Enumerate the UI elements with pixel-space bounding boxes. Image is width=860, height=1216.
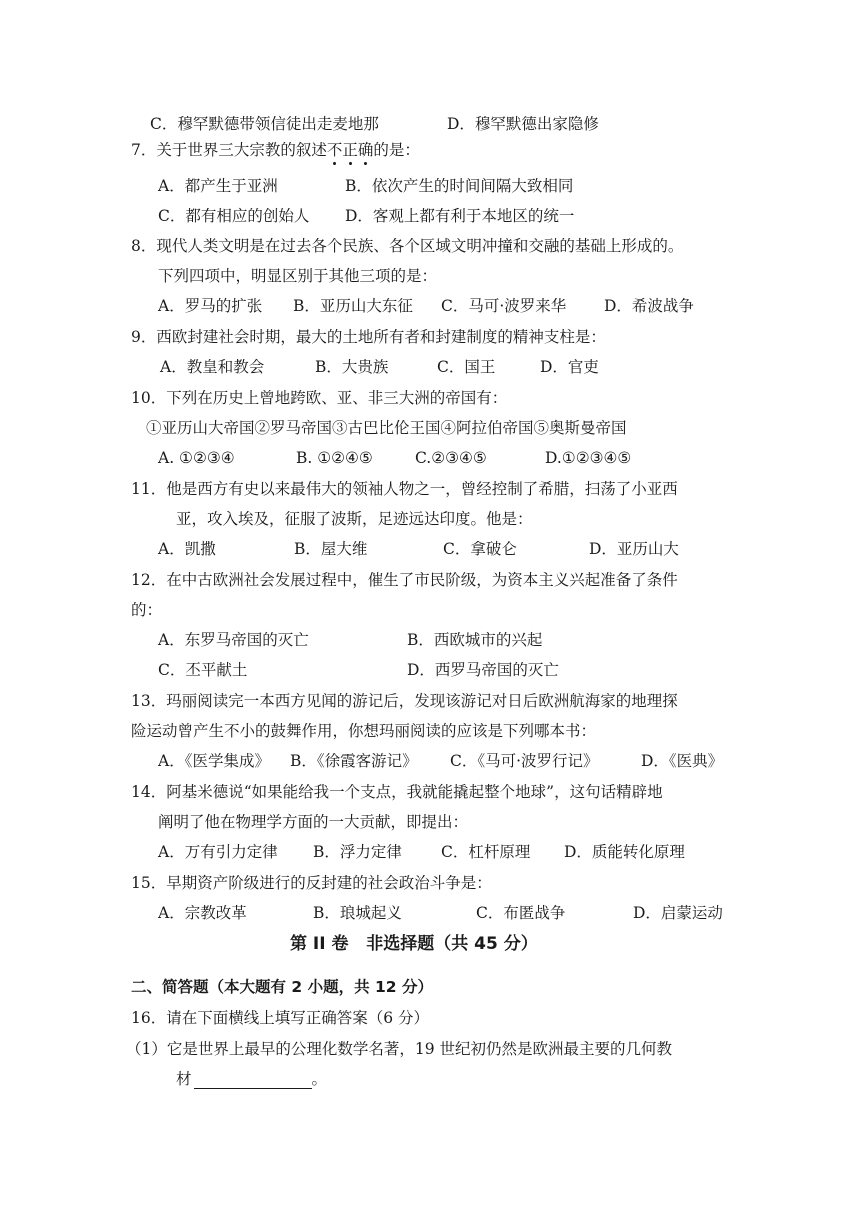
q13-stem-line1: 13．玛丽阅读完一本西方见闻的游记后，发现该游记对日后欧洲航海家的地理探 [131,692,678,710]
q9-option-a: A．教皇和教会 [160,358,265,376]
emphasis-dot [349,162,352,165]
q13-option-b: B．《徐霞客游记》 [290,752,418,770]
q8-option-d: D．希波战争 [604,297,694,315]
q16-stem: 16．请在下面横线上填写正确答案（6 分） [131,1009,430,1027]
q13-option-c: C．《马可·波罗行记》 [450,752,599,770]
q16-sub1-suffix: 。 [311,1070,328,1088]
q11-stem-line2: 亚，攻入埃及，征服了波斯，足迹远达印度。他是： [176,510,533,528]
part2-title: 第 II 卷 非选择题（共 45 分） [290,934,538,954]
q7-option-d: D．客观上都有利于本地区的统一 [345,207,575,225]
q12-option-d: D．西罗马帝国的灭亡 [407,661,559,679]
q7-option-b: B．依次产生的时间间隔大致相同 [345,177,574,195]
q13-option-a: A．《医学集成》 [158,752,270,770]
answer-blank[interactable] [194,1072,312,1089]
q11-stem-line1: 11．他是西方有史以来最伟大的领袖人物之一，曾经控制了希腊，扫荡了小亚西 [131,480,678,498]
q12-option-a: A．东罗马帝国的灭亡 [158,631,309,649]
q15-option-b: B．琅城起义 [313,904,402,922]
q16-sub1-line1: （1）它是世界上最早的公理化数学名著，19 世纪初仍然是欧洲最主要的几何教 [126,1040,673,1058]
q16-sub1-prefix: 材 [176,1070,192,1088]
q6-option-c: C．穆罕默德带领信徒出走麦地那 [150,115,379,133]
q9-stem: 9．西欧封建社会时期，最大的土地所有者和封建制度的精神支柱是： [131,328,606,346]
emphasis-char: 不 [327,141,343,159]
q9-option-b: B．大贵族 [315,358,389,376]
emphasis-dot [364,162,367,165]
q7-stem-text: 7．关于世界三大宗教的叙述 [131,141,327,159]
q12-stem-line2: 的： [131,601,163,619]
q8-stem-line1: 8．现代人类文明是在过去各个民族、各个区域文明冲撞和交融的基础上形成的。 [131,237,684,255]
q7-option-a: A．都产生于亚洲 [158,177,278,195]
q8-option-b: B．亚历山大东征 [293,297,413,315]
emphasis-dot [333,162,336,165]
q7-stem [131,140,420,160]
q14-option-d: D．质能转化原理 [564,843,685,861]
q9-option-c: C．国王 [437,358,496,376]
q11-option-b: B．屋大维 [294,540,368,558]
q11-option-a: A．凯撒 [158,540,216,558]
q13-option-d: D．《医典》 [641,752,724,770]
q6-option-d: D．穆罕默德出家隐修 [447,115,599,133]
q10-stem: 10．下列在历史上曾地跨欧、亚、非三大洲的帝国有： [131,389,508,407]
q10-option-a: A. ①②③④ [158,449,235,467]
q14-option-c: C．杠杆原理 [441,843,531,861]
q12-option-c: C．丕平献土 [158,661,248,679]
q8-option-a: A．罗马的扩张 [158,297,263,315]
q15-stem: 15．早期资产阶级进行的反封建的社会政治斗争是： [131,874,492,892]
section2-title: 二、简答题（本大题有 2 小题，共 12 分） [131,978,433,996]
q10-option-b: B. ①②④⑤ [296,449,373,467]
q11-option-c: C．拿破仑 [443,540,517,558]
emphasis-char: 正 [342,141,358,159]
q8-stem-line2: 下列四项中，明显区别于其他三项的是： [158,267,438,285]
q14-option-b: B．浮力定律 [313,843,402,861]
q14-stem-line2: 阐明了他在物理学方面的一大贡献，即提出： [158,813,469,831]
q10-list: ①亚历山大帝国②罗马帝国③古巴比伦王国④阿拉伯帝国⑤奥斯曼帝国 [146,419,627,437]
q12-stem-line1: 12．在中古欧洲社会发展过程中，催生了市民阶级，为资本主义兴起准备了条件 [131,571,678,589]
q7-option-c: C．都有相应的创始人 [158,207,310,225]
q11-option-d: D．亚历山大 [589,540,679,558]
q8-option-c: C．马可·波罗来华 [441,297,567,315]
q9-option-d: D．官吏 [540,358,599,376]
q15-option-d: D．启蒙运动 [633,904,723,922]
emphasis-char: 确 [358,141,374,159]
q13-stem-line2: 险运动曾产生不小的鼓舞作用，你想玛丽阅读的应该是下列哪本书： [131,722,597,740]
q16-sub1-line2 [176,1069,327,1089]
q14-option-a: A．万有引力定律 [158,843,278,861]
q14-stem-line1: 14．阿基米德说“如果能给我一个支点，我就能撬起整个地球”，这句话精辟地 [131,783,663,801]
q15-option-c: C．布匿战争 [476,904,566,922]
q10-option-c: C.②③④⑤ [415,449,487,467]
q7-stem-suffix: 的是： [373,141,420,159]
q15-option-a: A．宗教改革 [158,904,247,922]
q12-option-b: B．西欧城市的兴起 [407,631,543,649]
q10-option-d: D.①②③④⑤ [545,449,632,467]
